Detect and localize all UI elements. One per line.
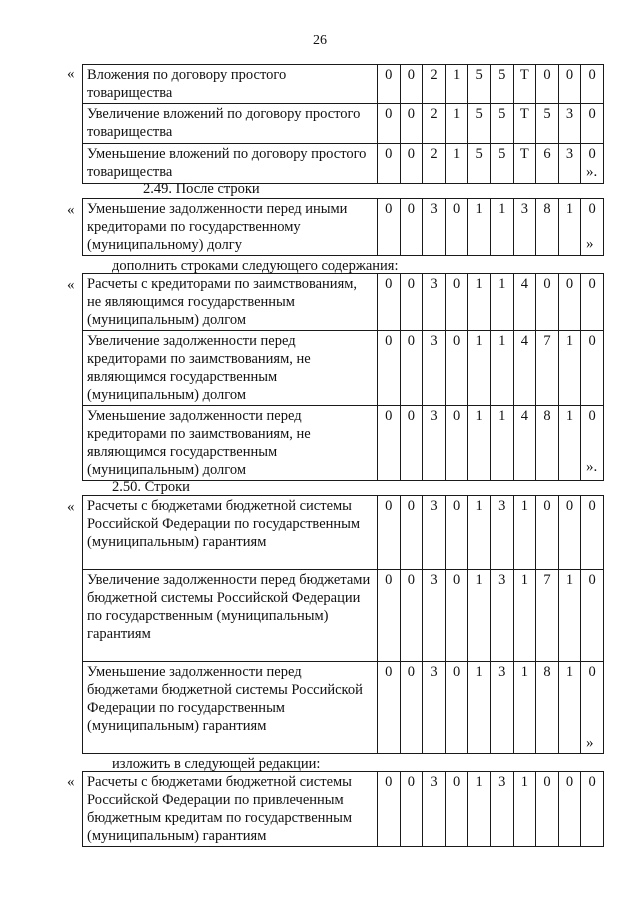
row-description: Уменьшение вложений по договору простого товарищества xyxy=(83,144,378,184)
code-digit: 1 xyxy=(468,274,491,331)
code-digit: 0 xyxy=(445,570,468,662)
code-digit: 1 xyxy=(490,274,513,331)
code-digit: 5 xyxy=(468,144,491,184)
code-digit: 0 xyxy=(581,772,604,847)
code-digit: 1 xyxy=(468,406,491,481)
code-digit: 0 xyxy=(445,662,468,754)
row-description: Увеличение вложений по договору простого товарищества xyxy=(83,104,378,144)
code-digit: 7 xyxy=(536,331,559,406)
code-digit: 4 xyxy=(513,406,536,481)
code-digit: 0 xyxy=(400,144,423,184)
code-digit: 0 xyxy=(581,570,604,662)
open-quote: « xyxy=(67,774,75,790)
code-digit: 0 xyxy=(558,772,581,847)
code-table-block3 xyxy=(82,273,604,481)
close-quote: ». xyxy=(586,164,598,180)
row-description: Уменьшение задолженности перед бюджетами бюджетной системы Российской Федерации по государственным (муниципальным) гарантиям xyxy=(83,662,378,754)
table-row xyxy=(83,274,604,331)
code-digit: 0 xyxy=(378,772,401,847)
row-description: Увеличение задолженности перед кредиторами по заимствованиям, не являющимся государственным (муниципальным) долгом xyxy=(83,331,378,406)
code-digit: 0 xyxy=(558,274,581,331)
close-quote: ». xyxy=(586,459,598,475)
code-digit: 0 xyxy=(536,65,559,104)
code-digit: 4 xyxy=(513,274,536,331)
code-digit: 0 xyxy=(445,772,468,847)
code-digit: 2 xyxy=(423,144,446,184)
code-digit: Т xyxy=(513,65,536,104)
open-quote: « xyxy=(67,499,75,515)
code-digit: 1 xyxy=(468,772,491,847)
code-digit: 5 xyxy=(490,104,513,144)
code-digit: 1 xyxy=(558,199,581,256)
section-heading-2-49: 2.49. После строки xyxy=(143,181,260,197)
code-digit: 1 xyxy=(490,406,513,481)
code-digit: 1 xyxy=(558,662,581,754)
code-digit: 2 xyxy=(423,104,446,144)
code-digit: 3 xyxy=(423,406,446,481)
code-digit: 0 xyxy=(378,331,401,406)
code-digit: 1 xyxy=(468,199,491,256)
code-digit: 3 xyxy=(423,570,446,662)
code-digit: 0 xyxy=(581,496,604,570)
close-quote: » xyxy=(586,735,594,751)
supplement-instruction: дополнить строками следующего содержания: xyxy=(112,258,399,274)
code-digit: 0 xyxy=(445,274,468,331)
row-description: Расчеты с кредиторами по заимствованиям, не являющимся государственным (муниципальным) долгом xyxy=(83,274,378,331)
code-digit: 0 xyxy=(445,406,468,481)
code-digit: 3 xyxy=(423,772,446,847)
code-digit: 0 xyxy=(378,662,401,754)
code-digit: 1 xyxy=(558,406,581,481)
code-table-block1 xyxy=(82,64,604,184)
code-digit: 1 xyxy=(468,570,491,662)
code-digit: 5 xyxy=(536,104,559,144)
code-digit: 3 xyxy=(558,144,581,184)
code-digit: 0 xyxy=(536,772,559,847)
open-quote: « xyxy=(67,277,75,293)
table-row xyxy=(83,144,604,184)
code-table-block4 xyxy=(82,495,604,754)
code-digit: 0 xyxy=(558,65,581,104)
code-digit: 1 xyxy=(490,331,513,406)
open-quote: « xyxy=(67,202,75,218)
code-digit: Т xyxy=(513,144,536,184)
code-digit: 0 xyxy=(400,772,423,847)
table-row xyxy=(83,772,604,847)
code-digit: 1 xyxy=(513,570,536,662)
table-row xyxy=(83,331,604,406)
code-digit: 0 xyxy=(400,570,423,662)
code-digit: 0 xyxy=(400,104,423,144)
code-digit: 5 xyxy=(468,65,491,104)
row-description: Расчеты с бюджетами бюджетной системы Российской Федерации по государственным (муниципальным) гарантиям xyxy=(83,496,378,570)
code-table-block5 xyxy=(82,771,604,847)
code-digit: 5 xyxy=(490,144,513,184)
code-digit: Т xyxy=(513,104,536,144)
code-digit: 0 xyxy=(378,199,401,256)
code-digit: 0 xyxy=(378,144,401,184)
code-digit: 1 xyxy=(513,662,536,754)
code-digit: 1 xyxy=(513,496,536,570)
code-digit: 6 xyxy=(536,144,559,184)
table-row xyxy=(83,406,604,481)
code-digit: 3 xyxy=(423,496,446,570)
row-description: Вложения по договору простого товарищества xyxy=(83,65,378,104)
code-digit: 0 xyxy=(378,274,401,331)
code-digit: 1 xyxy=(445,65,468,104)
table-row xyxy=(83,496,604,570)
code-digit: 0 xyxy=(445,199,468,256)
row-description: Уменьшение задолженности перед иными кредиторами по государственному (муниципальному) долгу xyxy=(83,199,378,256)
code-table-block2 xyxy=(82,198,604,256)
code-digit: 3 xyxy=(490,570,513,662)
code-digit: 3 xyxy=(490,772,513,847)
code-digit: 0 xyxy=(400,199,423,256)
code-digit: 4 xyxy=(513,331,536,406)
code-digit: 1 xyxy=(445,104,468,144)
code-digit: 8 xyxy=(536,406,559,481)
code-digit: 0 xyxy=(378,406,401,481)
code-digit: 3 xyxy=(423,274,446,331)
code-digit: 3 xyxy=(423,331,446,406)
code-digit: 0 xyxy=(445,496,468,570)
code-digit: 1 xyxy=(558,570,581,662)
code-digit: 3 xyxy=(513,199,536,256)
section-heading-2-50: 2.50. Строки xyxy=(112,479,190,495)
code-digit: 1 xyxy=(468,496,491,570)
row-description: Расчеты с бюджетами бюджетной системы Российской Федерации по привлеченным бюджетным кредитам по государственным (муниципальным) гарантиям xyxy=(83,772,378,847)
table-row xyxy=(83,65,604,104)
table-row xyxy=(83,199,604,256)
table-row xyxy=(83,104,604,144)
code-digit: 1 xyxy=(513,772,536,847)
code-digit: 0 xyxy=(536,496,559,570)
code-digit: 5 xyxy=(490,65,513,104)
code-digit: 7 xyxy=(536,570,559,662)
code-digit: 0 xyxy=(400,406,423,481)
code-digit: 0 xyxy=(445,331,468,406)
code-digit: 1 xyxy=(468,331,491,406)
code-digit: 3 xyxy=(558,104,581,144)
code-digit: 0 xyxy=(581,199,604,256)
close-quote: » xyxy=(586,236,594,252)
code-digit: 0 xyxy=(558,496,581,570)
code-digit: 8 xyxy=(536,199,559,256)
code-digit: 0 xyxy=(400,496,423,570)
page-number: 26 xyxy=(313,33,327,48)
code-digit: 8 xyxy=(536,662,559,754)
code-digit: 0 xyxy=(581,662,604,754)
row-description: Уменьшение задолженности перед кредиторами по заимствованиям, не являющимся государственным (муниципальным) долгом xyxy=(83,406,378,481)
code-digit: 1 xyxy=(558,331,581,406)
restate-instruction: изложить в следующей редакции: xyxy=(112,756,321,772)
code-digit: 3 xyxy=(490,496,513,570)
code-digit: 0 xyxy=(378,65,401,104)
code-digit: 0 xyxy=(378,570,401,662)
code-digit: 0 xyxy=(581,274,604,331)
code-digit: 5 xyxy=(468,104,491,144)
code-digit: 0 xyxy=(581,144,604,184)
code-digit: 3 xyxy=(490,662,513,754)
code-digit: 2 xyxy=(423,65,446,104)
code-digit: 0 xyxy=(400,65,423,104)
code-digit: 1 xyxy=(468,662,491,754)
code-digit: 0 xyxy=(400,274,423,331)
open-quote: « xyxy=(67,66,75,82)
code-digit: 1 xyxy=(445,144,468,184)
code-digit: 0 xyxy=(581,65,604,104)
code-digit: 3 xyxy=(423,662,446,754)
code-digit: 0 xyxy=(581,406,604,481)
code-digit: 0 xyxy=(400,331,423,406)
code-digit: 0 xyxy=(378,104,401,144)
code-digit: 0 xyxy=(536,274,559,331)
table-row xyxy=(83,662,604,754)
table-row xyxy=(83,570,604,662)
code-digit: 3 xyxy=(423,199,446,256)
code-digit: 1 xyxy=(490,199,513,256)
code-digit: 0 xyxy=(378,496,401,570)
code-digit: 0 xyxy=(581,104,604,144)
code-digit: 0 xyxy=(581,331,604,406)
code-digit: 0 xyxy=(400,662,423,754)
row-description: Увеличение задолженности перед бюджетами бюджетной системы Российской Федерации по государственным (муниципальным) гарантиям xyxy=(83,570,378,662)
